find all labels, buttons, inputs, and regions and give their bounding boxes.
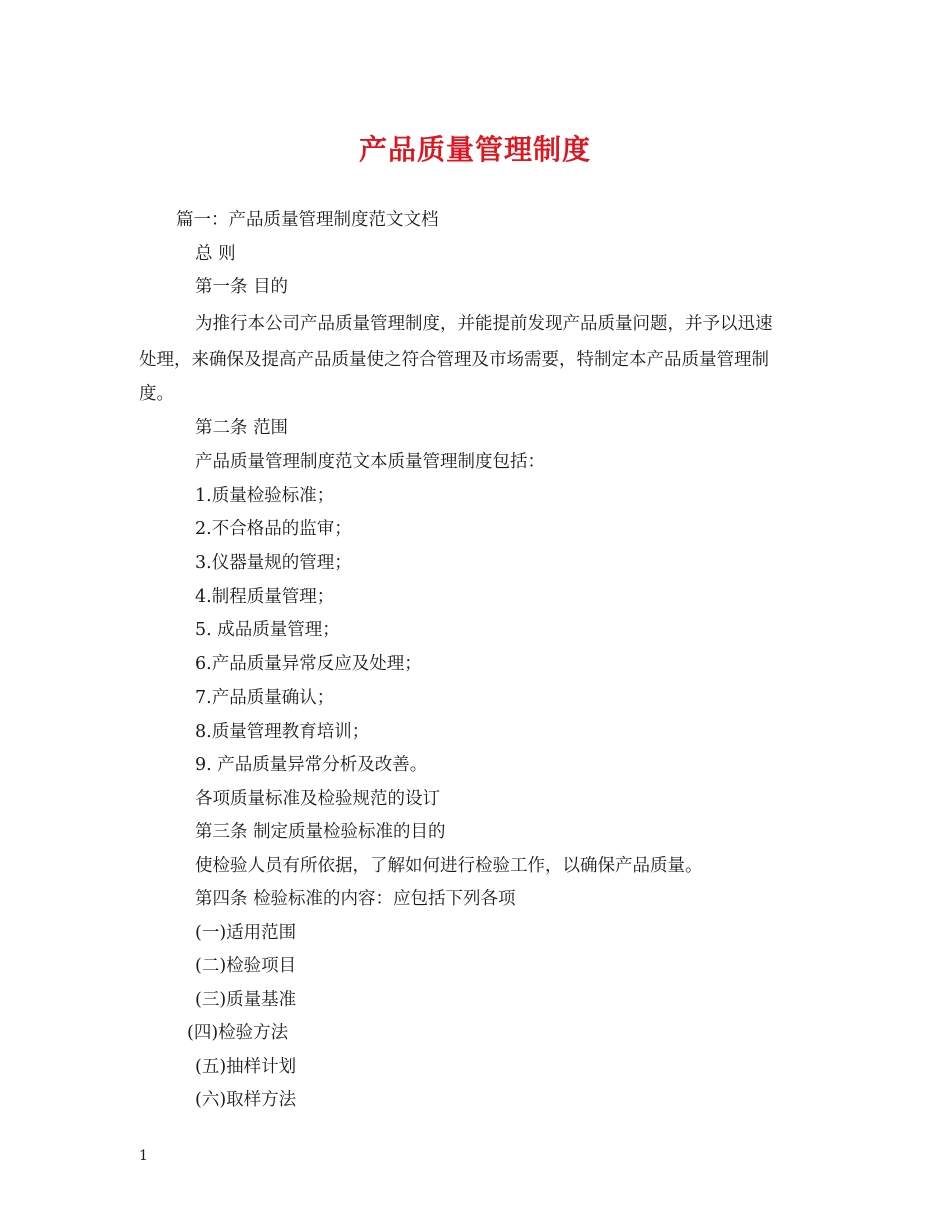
paragraph-line: 使检验人员有所依据，了解如何进行检验工作，以确保产品质量。 — [195, 856, 703, 876]
article-heading: 第四条 检验标准的内容：应包括下列各项 — [195, 889, 516, 909]
list-item: (六)取样方法 — [195, 1090, 297, 1110]
paragraph-line: 处理，来确保及提高产品质量使之符合管理及市场需要，特制定本产品质量管理制 — [139, 350, 769, 370]
page-number: 1 — [139, 1148, 148, 1164]
article-heading: 第一条 目的 — [195, 277, 289, 297]
list-item: 2.不合格品的监审； — [195, 519, 352, 539]
chapter-heading: 总 则 — [195, 244, 236, 264]
list-item: (一)适用范围 — [195, 923, 297, 943]
list-item: (四)检验方法 — [187, 1023, 289, 1043]
list-item: (五)抽样计划 — [195, 1057, 297, 1077]
list-item: 8.质量管理教育培训； — [195, 722, 370, 742]
section-heading: 各项质量标准及检验规范的设订 — [195, 789, 440, 809]
list-item: 5. 成品质量管理； — [195, 620, 340, 640]
paragraph-line: 度。 — [139, 384, 174, 404]
section-heading: 篇一：产品质量管理制度范文文档 — [176, 210, 439, 230]
list-item: 3.仪器量规的管理； — [195, 553, 352, 573]
list-item: (三)质量基准 — [195, 990, 297, 1010]
list-item: 1.质量检验标准； — [195, 486, 335, 506]
list-item: 6.产品质量异常反应及处理； — [195, 654, 422, 674]
list-item: (二)检验项目 — [195, 956, 297, 976]
article-heading: 第二条 范围 — [195, 418, 289, 438]
list-item: 4.制程质量管理； — [195, 587, 335, 607]
paragraph-line: 为推行本公司产品质量管理制度，并能提前发现产品质量问题，并予以迅速 — [195, 314, 773, 334]
list-item: 9. 产品质量异常分析及改善。 — [195, 755, 428, 775]
article-heading: 第三条 制定质量检验标准的目的 — [195, 822, 446, 842]
document-title: 产品质量管理制度 — [358, 133, 591, 166]
list-item: 7.产品质量确认； — [195, 688, 335, 708]
paragraph-line: 产品质量管理制度范文本质量管理制度包括： — [195, 452, 545, 472]
